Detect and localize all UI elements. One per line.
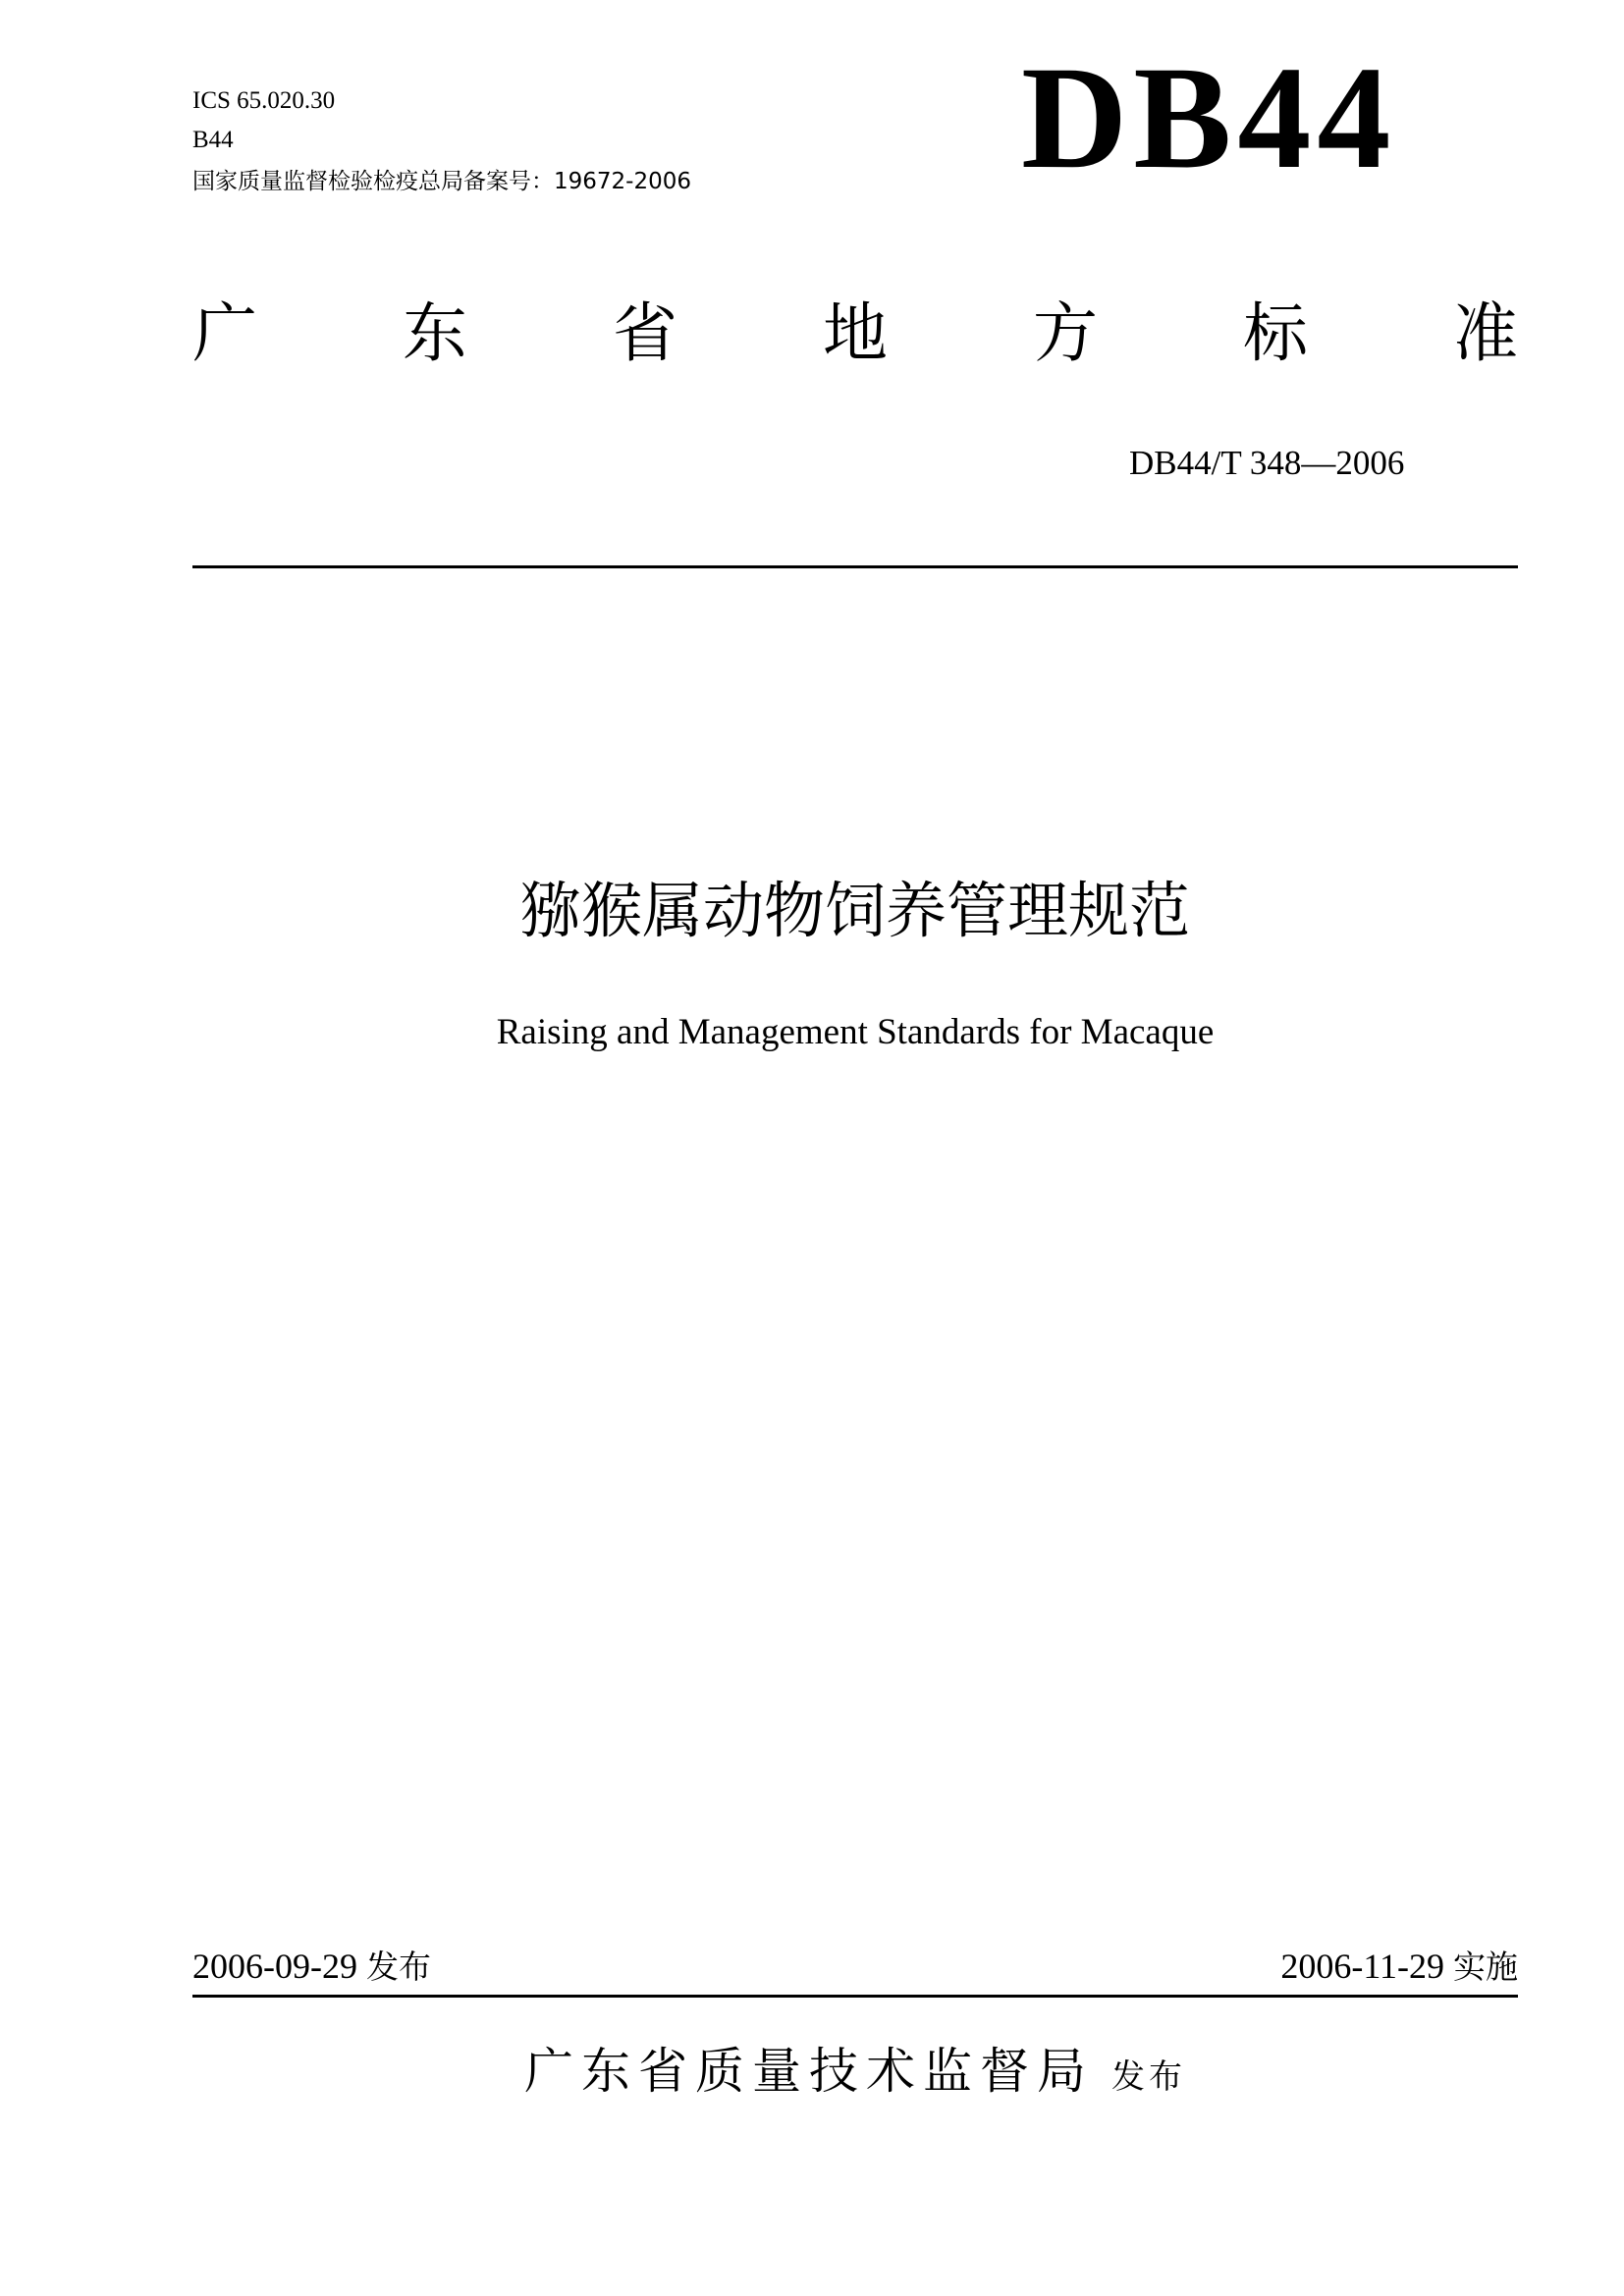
issue-date <box>192 1946 431 1988</box>
filing-number: 国家质量监督检验检疫总局备案号：19672-2006 <box>192 169 691 194</box>
standard-type-char: 地 <box>823 295 888 371</box>
standard-type-char: 东 <box>403 295 467 371</box>
publisher <box>192 2040 1518 2109</box>
standard-type-char: 方 <box>1033 295 1098 371</box>
publisher-suffix: 发布 <box>1111 2057 1186 2097</box>
standard-type-char: 标 <box>1243 295 1308 371</box>
implementation-date-label: 实施 <box>1453 1948 1518 1986</box>
standard-number: DB44/T 348—2006 <box>1129 444 1405 482</box>
db-logo: DB44 <box>1021 36 1397 199</box>
bottom-divider <box>192 1995 1518 1998</box>
publisher-name: 广东省质量技术监督局 <box>524 2043 1094 2100</box>
classification-code: B44 <box>192 127 234 153</box>
title-chinese: 猕猴属动物饲养管理规范 <box>519 875 1190 946</box>
implementation-date-value: 2006-11-29 <box>1280 1947 1444 1986</box>
implementation-date <box>1280 1946 1518 1988</box>
top-divider <box>192 565 1518 568</box>
issue-date-label: 发布 <box>365 1948 431 1986</box>
issue-date-value: 2006-09-29 <box>192 1947 357 1986</box>
standard-type-char: 省 <box>613 295 677 371</box>
ics-code: ICS 65.020.30 <box>192 87 336 114</box>
standard-type-char: 准 <box>1453 295 1518 371</box>
standard-type-heading <box>192 294 1518 373</box>
standard-type-char: 广 <box>192 295 257 371</box>
title-english: Raising and Management Standards for Macaque <box>496 1012 1215 1052</box>
